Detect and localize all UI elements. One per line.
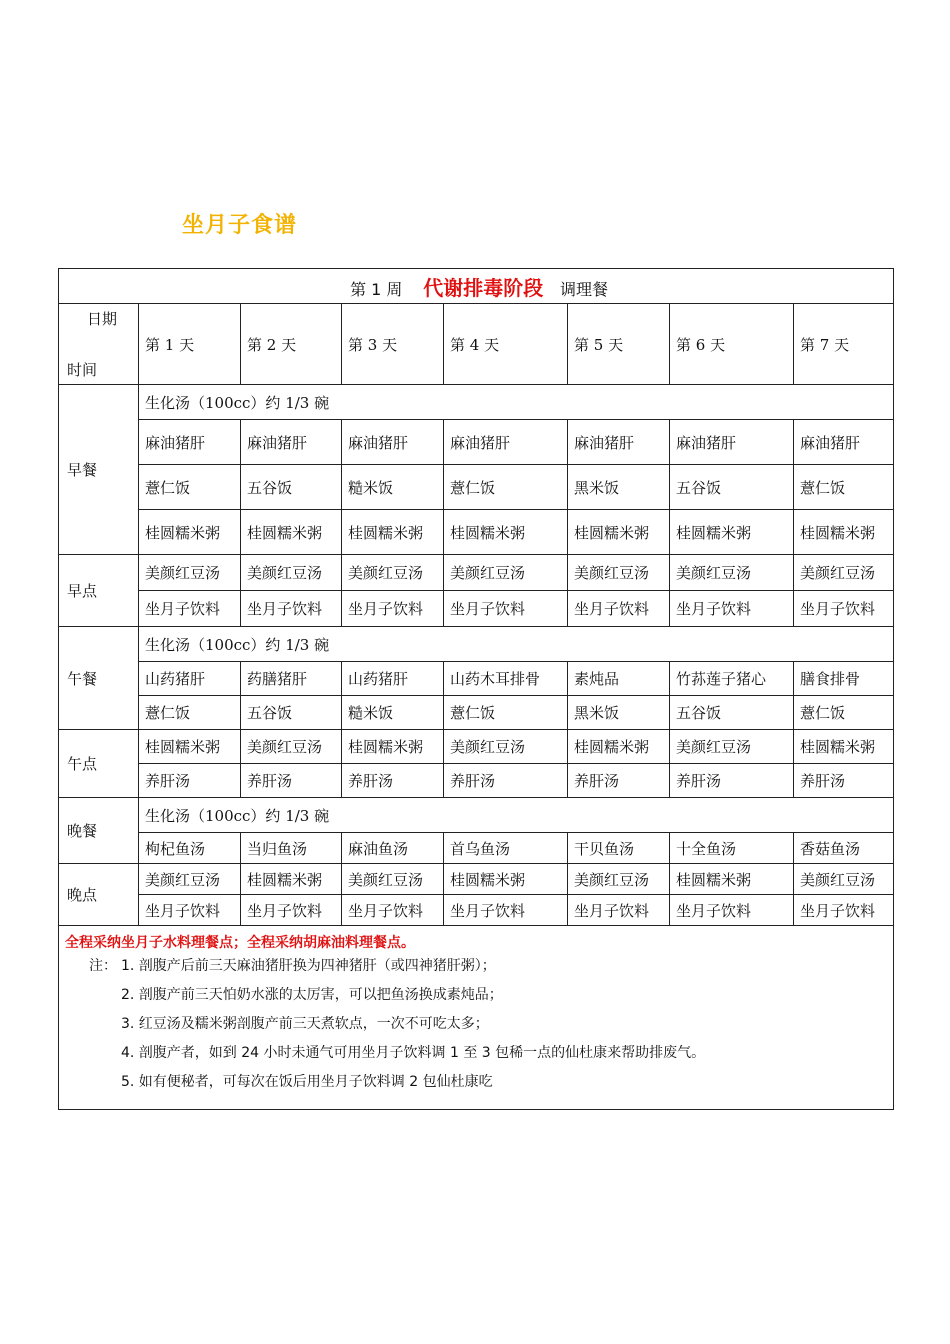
- meal-cell: 养肝汤: [794, 764, 894, 798]
- meal-cell: 坐月子饮料: [568, 591, 670, 627]
- meal-cell: 美颜红豆汤: [241, 555, 342, 591]
- meal-cell: 美颜红豆汤: [444, 555, 568, 591]
- meal-cell: 薏仁饭: [444, 696, 568, 730]
- meal-cell: 糙米饭: [342, 696, 444, 730]
- meal-cell: 五谷饭: [241, 465, 342, 510]
- week-header-row: [59, 269, 894, 304]
- notes-row: [59, 926, 894, 1110]
- meal-label: 午餐: [59, 627, 139, 730]
- meal-cell: 养肝汤: [670, 764, 794, 798]
- meal-cell: 坐月子饮料: [670, 591, 794, 627]
- meal-cell: 桂圆糯米粥: [794, 510, 894, 555]
- meal-cell: 养肝汤: [241, 764, 342, 798]
- meal-cell: 当归鱼汤: [241, 833, 342, 864]
- meal-cell: 膳食排骨: [794, 662, 894, 696]
- meal-cell: 坐月子饮料: [139, 591, 241, 627]
- meal-cell: 美颜红豆汤: [444, 730, 568, 764]
- meal-cell: 美颜红豆汤: [794, 555, 894, 591]
- meal-cell: 桂圆糯米粥: [568, 510, 670, 555]
- meal-row: [59, 833, 894, 864]
- meal-cell: 养肝汤: [444, 764, 568, 798]
- soup-row: [59, 385, 894, 420]
- meal-label: 早点: [59, 555, 139, 627]
- meal-cell: 干贝鱼汤: [568, 833, 670, 864]
- document-title: 坐月子食谱: [182, 213, 298, 238]
- day-header: 第 3 天: [342, 304, 444, 385]
- meal-cell: 桂圆糯米粥: [241, 864, 342, 895]
- meal-row: [59, 510, 894, 555]
- meal-cell: 十全鱼汤: [670, 833, 794, 864]
- meal-cell: 素炖品: [568, 662, 670, 696]
- meal-cell: 竹荪莲子猪心: [670, 662, 794, 696]
- meal-row: [59, 591, 894, 627]
- meal-cell: 坐月子饮料: [444, 895, 568, 926]
- day-header: 第 5 天: [568, 304, 670, 385]
- meal-cell: 药膳猪肝: [241, 662, 342, 696]
- meal-cell: 山药猪肝: [342, 662, 444, 696]
- meal-cell: 桂圆糯米粥: [139, 730, 241, 764]
- time-label: 时间: [67, 361, 98, 379]
- meal-cell: 养肝汤: [342, 764, 444, 798]
- meal-cell: 枸杞鱼汤: [139, 833, 241, 864]
- meal-cell: 五谷饭: [241, 696, 342, 730]
- meal-cell: 薏仁饭: [139, 465, 241, 510]
- meal-label: 晚餐: [59, 798, 139, 864]
- meal-cell: 糙米饭: [342, 465, 444, 510]
- soup-row: [59, 627, 894, 662]
- week-suffix: 调理餐: [559, 279, 608, 299]
- meal-cell: 麻油猪肝: [444, 420, 568, 465]
- meal-cell: 美颜红豆汤: [342, 864, 444, 895]
- meal-cell: 五谷饭: [670, 465, 794, 510]
- week-phase: 代谢排毒阶段: [423, 275, 544, 300]
- meal-cell: 坐月子饮料: [342, 591, 444, 627]
- day-header-row: [59, 304, 894, 385]
- meal-cell: 香菇鱼汤: [794, 833, 894, 864]
- meal-row: [59, 420, 894, 465]
- note-item: 2. 剖腹产前三天怕奶水涨的太厉害，可以把鱼汤换成素炖品；: [121, 987, 503, 1003]
- meal-cell: 坐月子饮料: [794, 591, 894, 627]
- meal-cell: 首乌鱼汤: [444, 833, 568, 864]
- meal-cell: 桂圆糯米粥: [342, 730, 444, 764]
- meal-cell: 美颜红豆汤: [670, 730, 794, 764]
- date-label: 日期: [87, 310, 118, 328]
- meal-cell: 麻油猪肝: [568, 420, 670, 465]
- notes-cell: [59, 926, 894, 1110]
- meal-cell: 山药猪肝: [139, 662, 241, 696]
- meal-cell: 桂圆糯米粥: [794, 730, 894, 764]
- week-number: 第 1 周: [350, 279, 403, 299]
- soup-row: [59, 798, 894, 833]
- meal-cell: 黑米饭: [568, 465, 670, 510]
- meal-cell: 麻油鱼汤: [342, 833, 444, 864]
- note-item: 4. 剖腹产者，如到 24 小时未通气可用坐月子饮料调 1 至 3 包稀一点的仙杜康来帮助排废气。: [121, 1045, 706, 1061]
- red-note: 全程采纳坐月子水料理餐点；全程采纳胡麻油料理餐点。: [65, 935, 415, 951]
- meal-cell: 美颜红豆汤: [794, 864, 894, 895]
- meal-cell: 坐月子饮料: [241, 895, 342, 926]
- day-header: 第 2 天: [241, 304, 342, 385]
- meal-cell: 坐月子饮料: [241, 591, 342, 627]
- meal-row: [59, 555, 894, 591]
- day-header: 第 4 天: [444, 304, 568, 385]
- meal-label: 晚点: [59, 864, 139, 926]
- meal-cell: 美颜红豆汤: [342, 555, 444, 591]
- soup-cell: 生化汤（100cc）约 1/3 碗: [139, 798, 894, 833]
- meal-cell: 桂圆糯米粥: [568, 730, 670, 764]
- meal-cell: 美颜红豆汤: [139, 864, 241, 895]
- meal-cell: 美颜红豆汤: [139, 555, 241, 591]
- meal-cell: 坐月子饮料: [794, 895, 894, 926]
- day-header: 第 7 天: [794, 304, 894, 385]
- meal-row: [59, 864, 894, 895]
- meal-cell: 桂圆糯米粥: [670, 510, 794, 555]
- meal-label: 早餐: [59, 385, 139, 555]
- meal-row: [59, 662, 894, 696]
- day-header: 第 6 天: [670, 304, 794, 385]
- note-item: [65, 952, 893, 981]
- meal-cell: 山药木耳排骨: [444, 662, 568, 696]
- soup-cell: 生化汤（100cc）约 1/3 碗: [139, 385, 894, 420]
- meal-cell: 养肝汤: [139, 764, 241, 798]
- meal-cell: 黑米饭: [568, 696, 670, 730]
- meal-cell: 美颜红豆汤: [241, 730, 342, 764]
- meal-cell: 桂圆糯米粥: [241, 510, 342, 555]
- note-text: 1. 剖腹产后前三天麻油猪肝换为四神猪肝（或四神猪肝粥）；: [121, 958, 496, 974]
- meal-row: [59, 895, 894, 926]
- meal-row: [59, 764, 894, 798]
- meal-cell: 薏仁饭: [139, 696, 241, 730]
- meal-cell: 坐月子饮料: [139, 895, 241, 926]
- note-item: 5. 如有便秘者，可每次在饭后用坐月子饮料调 2 包仙杜康吃: [121, 1074, 493, 1090]
- meal-cell: 薏仁饭: [444, 465, 568, 510]
- meal-cell: 桂圆糯米粥: [342, 510, 444, 555]
- meal-cell: 麻油猪肝: [342, 420, 444, 465]
- soup-cell: 生化汤（100cc）约 1/3 碗: [139, 627, 894, 662]
- meal-cell: 桂圆糯米粥: [670, 864, 794, 895]
- meal-label: 午点: [59, 730, 139, 798]
- day-header: 第 1 天: [139, 304, 241, 385]
- meal-cell: 养肝汤: [568, 764, 670, 798]
- meal-cell: 麻油猪肝: [794, 420, 894, 465]
- corner-cell: [59, 304, 139, 385]
- meal-cell: 薏仁饭: [794, 696, 894, 730]
- meal-cell: 麻油猪肝: [241, 420, 342, 465]
- meal-cell: 美颜红豆汤: [568, 555, 670, 591]
- meal-row: [59, 696, 894, 730]
- meal-cell: 桂圆糯米粥: [444, 864, 568, 895]
- meal-cell: 薏仁饭: [794, 465, 894, 510]
- meal-cell: 坐月子饮料: [444, 591, 568, 627]
- meal-row: [59, 730, 894, 764]
- meal-cell: 麻油猪肝: [139, 420, 241, 465]
- meal-cell: 美颜红豆汤: [670, 555, 794, 591]
- meal-row: [59, 465, 894, 510]
- note-prefix: 注：: [89, 958, 117, 974]
- meal-cell: 麻油猪肝: [670, 420, 794, 465]
- meal-cell: 桂圆糯米粥: [139, 510, 241, 555]
- note-item: 3. 红豆汤及糯米粥剖腹产前三天煮软点，一次不可吃太多；: [121, 1016, 489, 1032]
- meal-cell: 坐月子饮料: [568, 895, 670, 926]
- meal-cell: 坐月子饮料: [342, 895, 444, 926]
- week-header: [59, 269, 894, 304]
- meal-cell: 美颜红豆汤: [568, 864, 670, 895]
- meal-plan-table: [58, 268, 894, 1110]
- meal-cell: 坐月子饮料: [670, 895, 794, 926]
- meal-cell: 五谷饭: [670, 696, 794, 730]
- meal-cell: 桂圆糯米粥: [444, 510, 568, 555]
